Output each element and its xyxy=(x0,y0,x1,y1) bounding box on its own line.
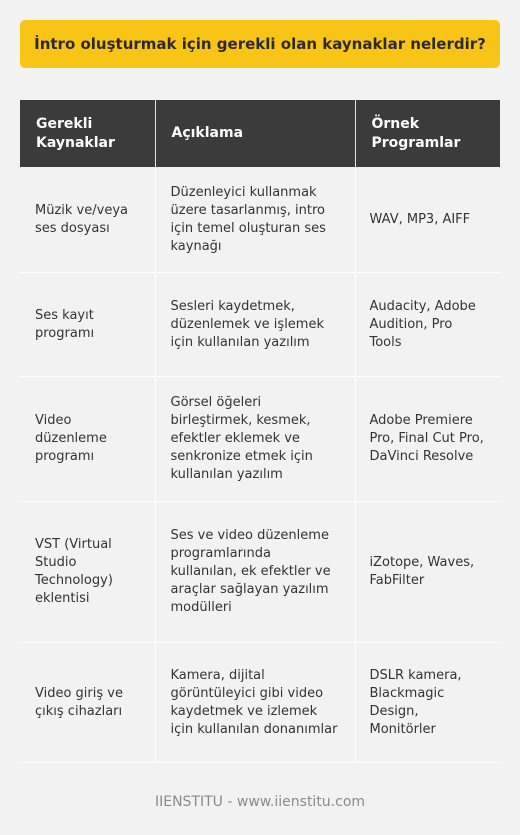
description-cell: Kamera, dijital görüntüleyici gibi video kaydetmek ve izlemek için kullanılan donanımlar xyxy=(155,643,355,763)
column-header-example-programs: Örnek Programlar xyxy=(355,100,500,167)
resource-cell: Ses kayıt programı xyxy=(20,273,155,377)
table-row xyxy=(20,377,500,502)
column-header-description: Açıklama xyxy=(155,100,355,167)
example-programs-cell: Adobe Premiere Pro, Final Cut Pro, DaVinci Resolve xyxy=(355,377,500,502)
column-header-resources: Gerekli Kaynaklar xyxy=(20,100,155,167)
resources-table xyxy=(20,100,500,763)
example-programs-cell: iZotope, Waves, FabFilter xyxy=(355,502,500,643)
description-cell: Sesleri kaydetmek, düzenlemek ve işlemek için kullanılan yazılım xyxy=(155,273,355,377)
description-cell: Görsel öğeleri birleştirmek, kesmek, efektler eklemek ve senkronize etmek için kullanılan yazılım xyxy=(155,377,355,502)
table-row xyxy=(20,273,500,377)
table-row xyxy=(20,167,500,273)
resource-cell: Video giriş ve çıkış cihazları xyxy=(20,643,155,763)
resource-cell: Müzik ve/veya ses dosyası xyxy=(20,167,155,273)
resource-cell: VST (Virtual Studio Technology) eklentisi xyxy=(20,502,155,643)
table-header-row xyxy=(20,100,500,167)
table-row xyxy=(20,502,500,643)
example-programs-cell: WAV, MP3, AIFF xyxy=(355,167,500,273)
title-banner xyxy=(20,20,500,68)
footer-credit: IIENSTITU - www.iienstitu.com xyxy=(154,794,366,810)
example-programs-cell: DSLR kamera, Blackmagic Design, Monitörler xyxy=(355,643,500,763)
example-programs-cell: Audacity, Adobe Audition, Pro Tools xyxy=(355,273,500,377)
resource-cell: Video düzenleme programı xyxy=(20,377,155,502)
page-title: İntro oluşturmak için gerekli olan kaynaklar nelerdir? xyxy=(34,35,486,53)
table-row xyxy=(20,643,500,763)
description-cell: Düzenleyici kullanmak üzere tasarlanmış, intro için temel oluşturan ses kaynağı xyxy=(155,167,355,273)
description-cell: Ses ve video düzenleme programlarında kullanılan, ek efektler ve araçlar sağlayan yazılım modülleri xyxy=(155,502,355,643)
